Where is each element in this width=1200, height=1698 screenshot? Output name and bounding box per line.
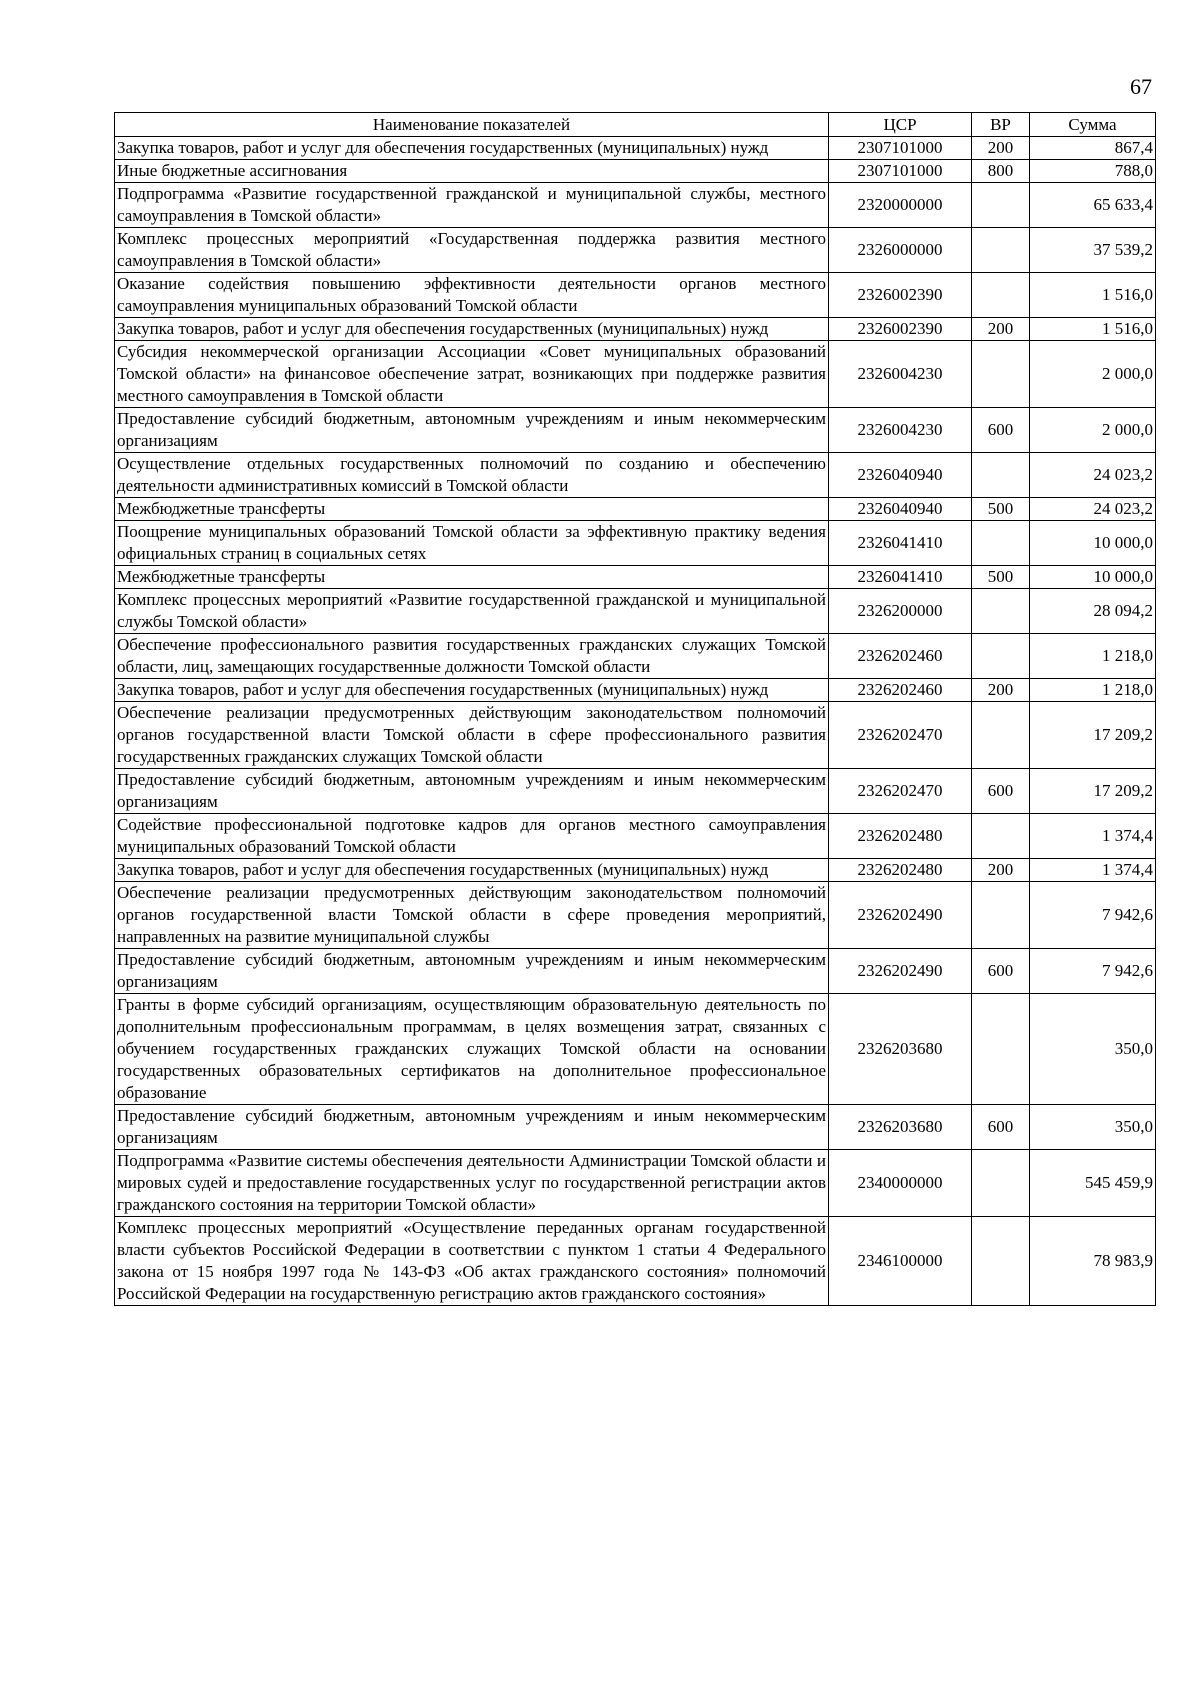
cell-vr (972, 273, 1030, 318)
cell-sum: 2 000,0 (1030, 408, 1156, 453)
cell-name: Обеспечение реализации предусмотренных действующим законодательством полномочий органов государственной власти Томской области в сфере проведения мероприятий, направленных на развитие муниципальной службы (115, 882, 829, 949)
cell-sum: 1 218,0 (1030, 679, 1156, 702)
cell-vr (972, 1150, 1030, 1217)
cell-name: Комплекс процессных мероприятий «Осуществление переданных органам государственной власти субъектов Российской Федерации в соответствии с пунктом 1 статьи 4 Федерального закона от 15 ноября 1997 года № 143-ФЗ «Об актах гражданского состояния» полномочий Российской Федерации на государственную регистрацию актов гражданского состояния» (115, 1217, 829, 1306)
cell-sum: 788,0 (1030, 160, 1156, 183)
table-row (115, 408, 1156, 453)
cell-name: Гранты в форме субсидий организациям, осуществляющим образовательную деятельность по дополнительным профессиональным программам, в целях возмещения затрат, связанных с обучением государственных гражданских служащих Томской области на основании государственных образовательных сертификатов на дополнительное профессиональное образование (115, 994, 829, 1105)
cell-sum: 24 023,2 (1030, 498, 1156, 521)
cell-sum: 78 983,9 (1030, 1217, 1156, 1306)
cell-sum: 10 000,0 (1030, 521, 1156, 566)
cell-sum: 17 209,2 (1030, 769, 1156, 814)
table-row (115, 702, 1156, 769)
cell-csr: 2320000000 (829, 183, 972, 228)
cell-sum: 37 539,2 (1030, 228, 1156, 273)
cell-vr: 200 (972, 859, 1030, 882)
cell-vr: 200 (972, 137, 1030, 160)
table-header-row (115, 113, 1156, 137)
cell-vr (972, 341, 1030, 408)
cell-sum: 10 000,0 (1030, 566, 1156, 589)
cell-csr: 2326203680 (829, 994, 972, 1105)
table-row (115, 521, 1156, 566)
cell-vr: 800 (972, 160, 1030, 183)
cell-sum: 350,0 (1030, 994, 1156, 1105)
cell-csr: 2326202460 (829, 679, 972, 702)
table-row (115, 769, 1156, 814)
cell-name: Предоставление субсидий бюджетным, автономным учреждениям и иным некоммерческим организациям (115, 1105, 829, 1150)
cell-name: Закупка товаров, работ и услуг для обеспечения государственных (муниципальных) нужд (115, 679, 829, 702)
cell-sum: 28 094,2 (1030, 589, 1156, 634)
cell-vr (972, 634, 1030, 679)
cell-vr (972, 1217, 1030, 1306)
table-row (115, 137, 1156, 160)
cell-vr (972, 228, 1030, 273)
cell-vr (972, 521, 1030, 566)
table-row (115, 1150, 1156, 1217)
table-row (115, 589, 1156, 634)
table-row (115, 859, 1156, 882)
cell-vr: 600 (972, 769, 1030, 814)
header-vr: ВР (972, 113, 1030, 137)
table-row (115, 679, 1156, 702)
cell-vr (972, 994, 1030, 1105)
table-row (115, 498, 1156, 521)
cell-name: Предоставление субсидий бюджетным, автономным учреждениям и иным некоммерческим организациям (115, 769, 829, 814)
table-row (115, 273, 1156, 318)
cell-name: Предоставление субсидий бюджетным, автономным учреждениям и иным некоммерческим организациям (115, 949, 829, 994)
cell-name: Межбюджетные трансферты (115, 566, 829, 589)
table-body (115, 137, 1156, 1306)
table-row (115, 160, 1156, 183)
table-row (115, 882, 1156, 949)
cell-name: Иные бюджетные ассигнования (115, 160, 829, 183)
cell-csr: 2326040940 (829, 498, 972, 521)
cell-csr: 2326004230 (829, 408, 972, 453)
cell-csr: 2326002390 (829, 273, 972, 318)
cell-vr (972, 589, 1030, 634)
cell-name: Подпрограмма «Развитие государственной гражданской и муниципальной службы, местного самоуправления в Томской области» (115, 183, 829, 228)
header-name: Наименование показателей (115, 113, 829, 137)
cell-csr: 2326202480 (829, 859, 972, 882)
cell-sum: 17 209,2 (1030, 702, 1156, 769)
cell-csr: 2326202480 (829, 814, 972, 859)
cell-csr: 2326202470 (829, 769, 972, 814)
cell-vr (972, 453, 1030, 498)
cell-csr: 2307101000 (829, 137, 972, 160)
cell-vr: 600 (972, 949, 1030, 994)
cell-name: Осуществление отдельных государственных полномочий по созданию и обеспечению деятельности административных комиссий в Томской области (115, 453, 829, 498)
cell-name: Содействие профессиональной подготовке кадров для органов местного самоуправления муниципальных образований Томской области (115, 814, 829, 859)
cell-sum: 1 516,0 (1030, 318, 1156, 341)
cell-sum: 65 633,4 (1030, 183, 1156, 228)
cell-csr: 2326202460 (829, 634, 972, 679)
cell-sum: 867,4 (1030, 137, 1156, 160)
cell-vr (972, 702, 1030, 769)
cell-csr: 2307101000 (829, 160, 972, 183)
header-sum: Сумма (1030, 113, 1156, 137)
cell-vr (972, 882, 1030, 949)
table-row (115, 318, 1156, 341)
table-row (115, 1105, 1156, 1150)
cell-sum: 545 459,9 (1030, 1150, 1156, 1217)
cell-sum: 2 000,0 (1030, 341, 1156, 408)
cell-sum: 7 942,6 (1030, 949, 1156, 994)
cell-name: Обеспечение профессионального развития государственных гражданских служащих Томской области, лиц, замещающих государственные должности Томской области (115, 634, 829, 679)
cell-name: Поощрение муниципальных образований Томской области за эффективную практику ведения официальных страниц в социальных сетях (115, 521, 829, 566)
cell-csr: 2346100000 (829, 1217, 972, 1306)
table-row (115, 814, 1156, 859)
cell-vr: 600 (972, 408, 1030, 453)
cell-sum: 7 942,6 (1030, 882, 1156, 949)
cell-csr: 2326004230 (829, 341, 972, 408)
cell-csr: 2326202490 (829, 882, 972, 949)
cell-sum: 1 374,4 (1030, 859, 1156, 882)
cell-sum: 24 023,2 (1030, 453, 1156, 498)
table-row (115, 949, 1156, 994)
cell-sum: 350,0 (1030, 1105, 1156, 1150)
cell-csr: 2326203680 (829, 1105, 972, 1150)
cell-vr: 500 (972, 566, 1030, 589)
cell-name: Субсидия некоммерческой организации Ассоциации «Совет муниципальных образований Томской области» на финансовое обеспечение затрат, возникающих при поддержке развития местного самоуправления в Томской области (115, 341, 829, 408)
page-number: 67 (1130, 74, 1152, 99)
cell-name: Закупка товаров, работ и услуг для обеспечения государственных (муниципальных) нужд (115, 318, 829, 341)
cell-csr: 2326000000 (829, 228, 972, 273)
cell-name: Закупка товаров, работ и услуг для обеспечения государственных (муниципальных) нужд (115, 859, 829, 882)
header-csr: ЦСР (829, 113, 972, 137)
cell-vr: 200 (972, 679, 1030, 702)
cell-csr: 2326040940 (829, 453, 972, 498)
cell-csr: 2326041410 (829, 521, 972, 566)
table-row (115, 453, 1156, 498)
cell-sum: 1 374,4 (1030, 814, 1156, 859)
cell-name: Закупка товаров, работ и услуг для обеспечения государственных (муниципальных) нужд (115, 137, 829, 160)
table-row (115, 994, 1156, 1105)
cell-csr: 2326200000 (829, 589, 972, 634)
cell-sum: 1 218,0 (1030, 634, 1156, 679)
cell-vr: 200 (972, 318, 1030, 341)
cell-csr: 2326202470 (829, 702, 972, 769)
table-row (115, 228, 1156, 273)
cell-name: Обеспечение реализации предусмотренных действующим законодательством полномочий органов государственной власти Томской области в сфере профессионального развития государственных гражданских служащих Томской области (115, 702, 829, 769)
cell-csr: 2326041410 (829, 566, 972, 589)
cell-name: Комплекс процессных мероприятий «Государственная поддержка развития местного самоуправления в Томской области» (115, 228, 829, 273)
cell-vr (972, 814, 1030, 859)
cell-csr: 2326002390 (829, 318, 972, 341)
table-row (115, 634, 1156, 679)
table-row (115, 1217, 1156, 1306)
cell-name: Комплекс процессных мероприятий «Развитие государственной гражданской и муниципальной службы Томской области» (115, 589, 829, 634)
cell-sum: 1 516,0 (1030, 273, 1156, 318)
cell-name: Межбюджетные трансферты (115, 498, 829, 521)
table-row (115, 566, 1156, 589)
cell-vr (972, 183, 1030, 228)
table-row (115, 341, 1156, 408)
cell-vr: 600 (972, 1105, 1030, 1150)
budget-table (114, 112, 1156, 1306)
table-row (115, 183, 1156, 228)
cell-name: Предоставление субсидий бюджетным, автономным учреждениям и иным некоммерческим организациям (115, 408, 829, 453)
cell-csr: 2340000000 (829, 1150, 972, 1217)
cell-csr: 2326202490 (829, 949, 972, 994)
cell-vr: 500 (972, 498, 1030, 521)
cell-name: Подпрограмма «Развитие системы обеспечения деятельности Администрации Томской области и мировых судей и предоставление государственных услуг по государственной регистрации актов гражданского состояния на территории Томской области» (115, 1150, 829, 1217)
cell-name: Оказание содействия повышению эффективности деятельности органов местного самоуправления муниципальных образований Томской области (115, 273, 829, 318)
